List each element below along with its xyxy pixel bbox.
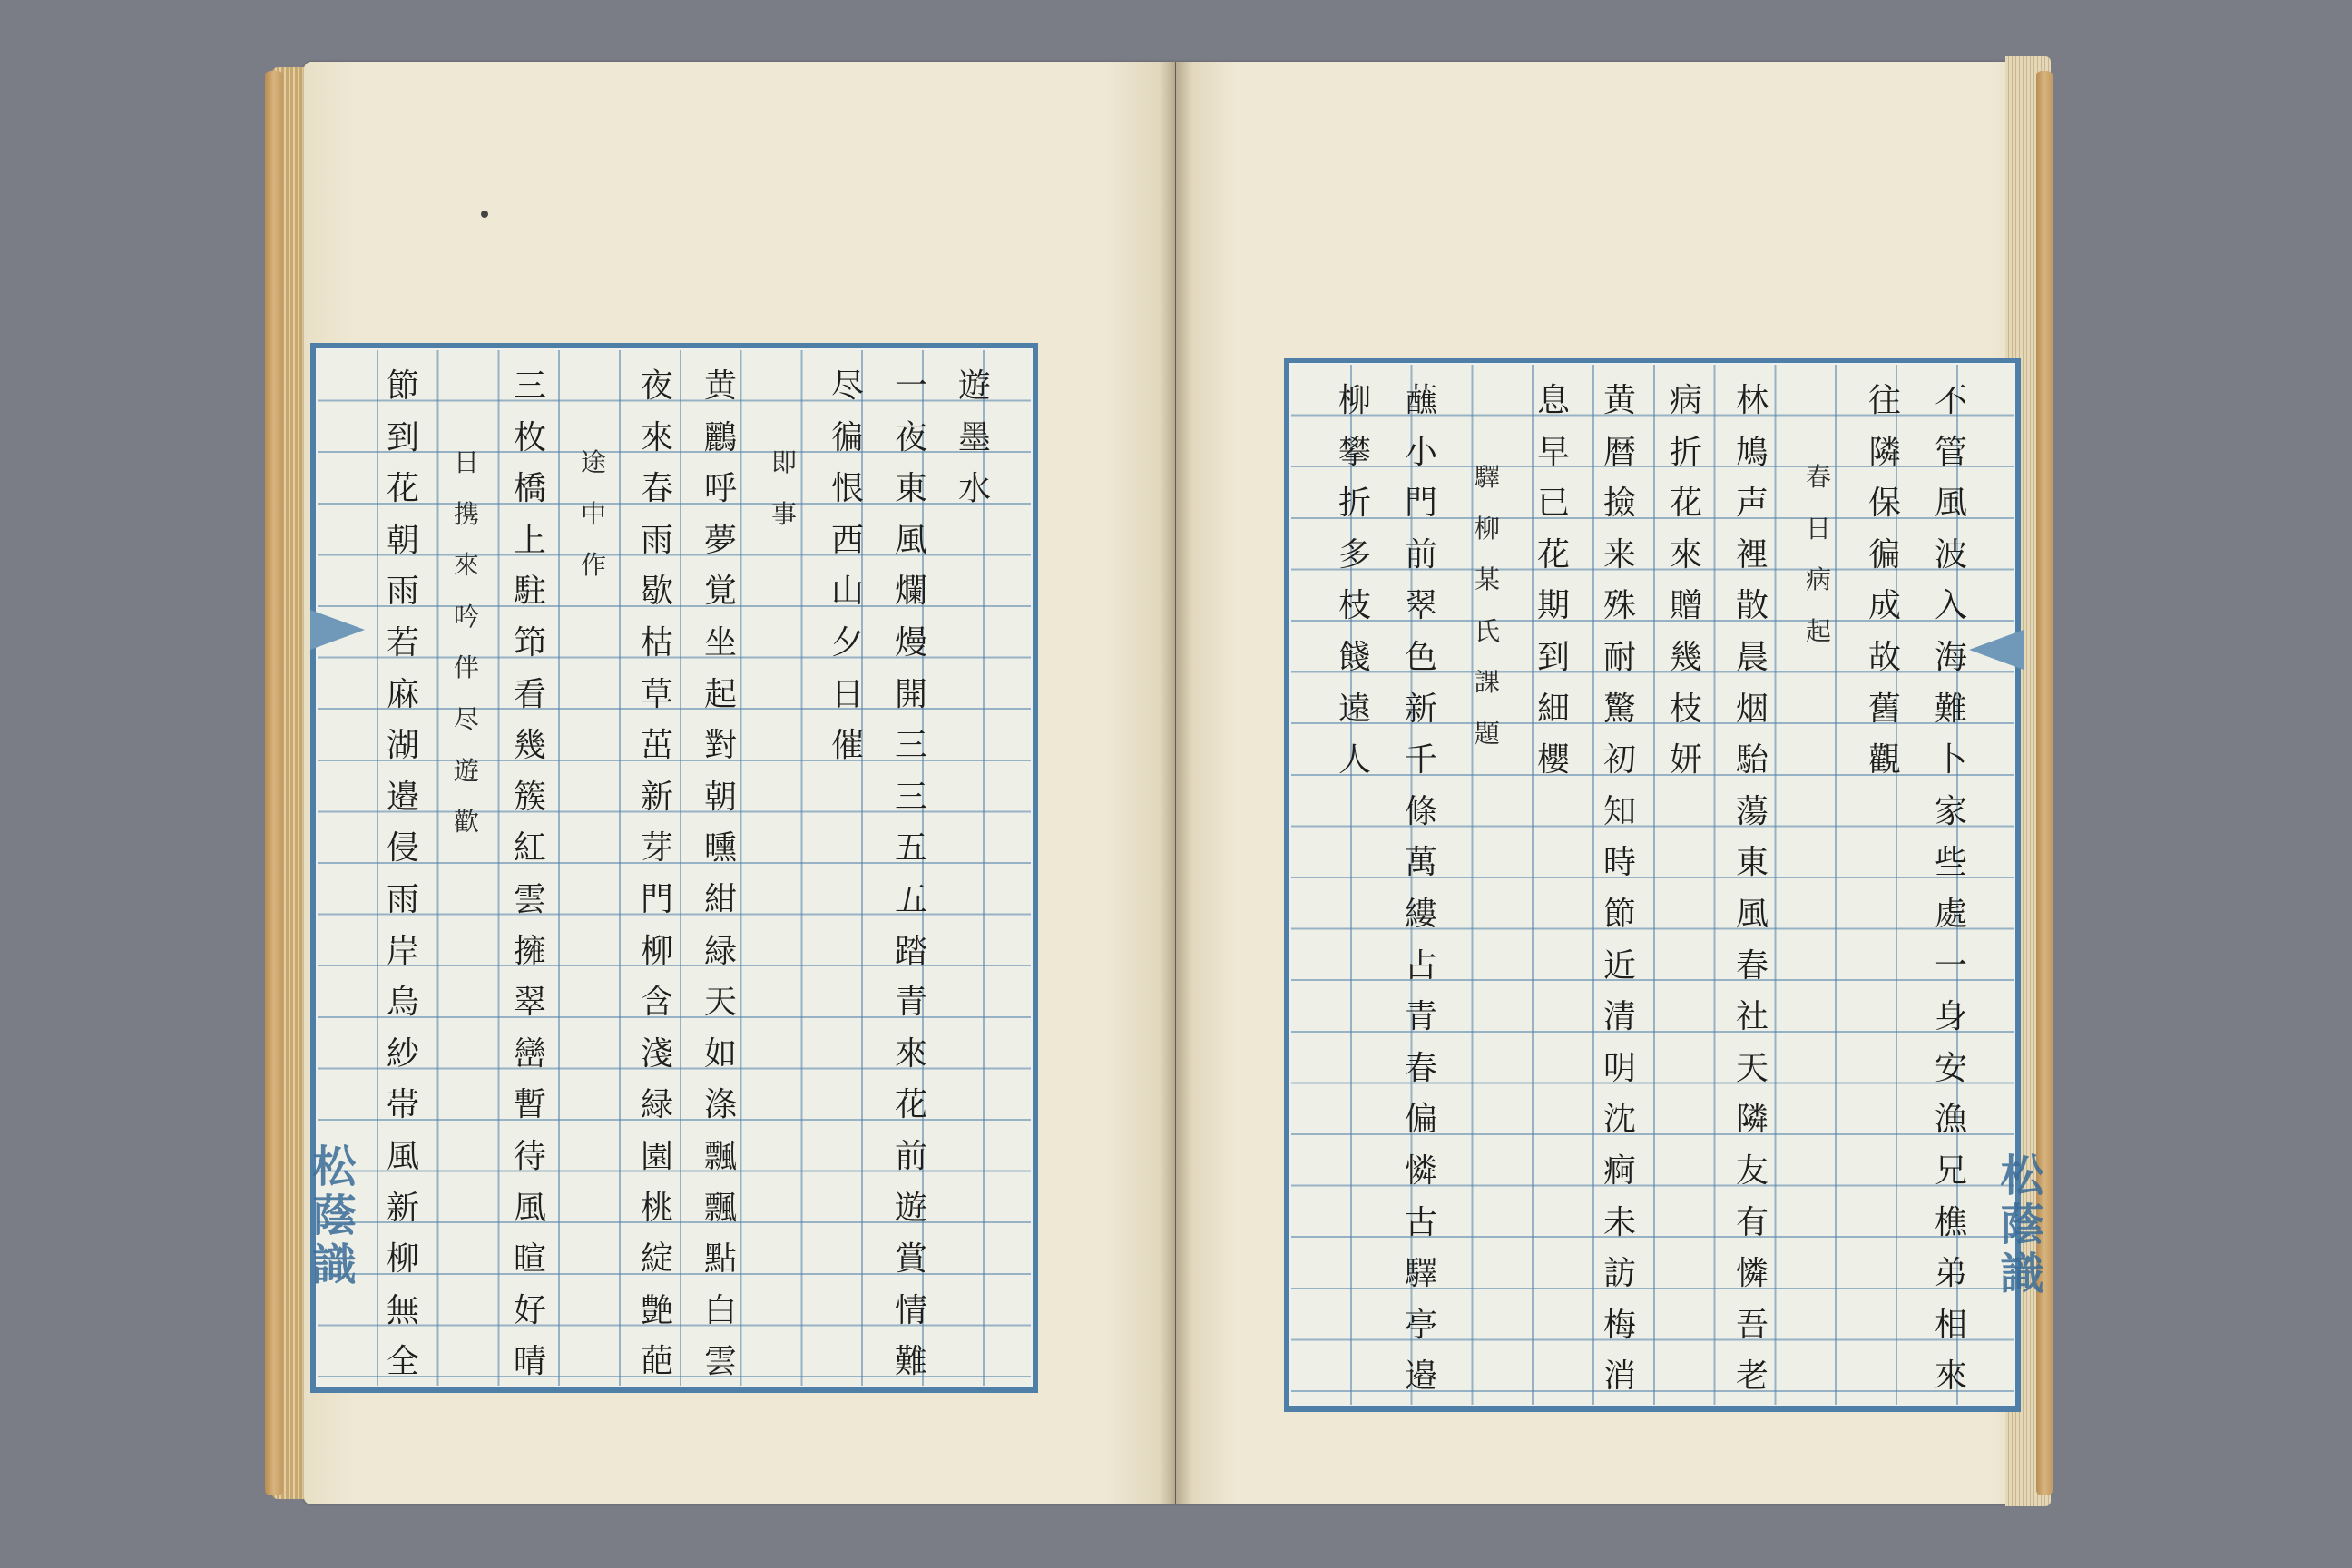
text-column: 即 事 bbox=[770, 447, 797, 529]
ink-dot bbox=[481, 211, 488, 218]
text-column: 尽 徧 恨 西 山 夕 日 催 bbox=[830, 368, 864, 765]
text-column: 三 枚 橋 上 駐 笻 看 幾 簇 紅 雲 擁 翠 巒 暫 待 風 暄 好 晴 bbox=[513, 368, 546, 1381]
text-column: 林 鳩 声 裡 散 晨 烟 駘 蕩 東 風 春 社 天 隣 友 有 憐 吾 老 bbox=[1735, 382, 1769, 1396]
text-column: 息 早 已 花 期 到 細 櫻 bbox=[1536, 382, 1570, 779]
text-column: 不 管 風 波 入 海 難 卜 家 些 處 一 身 安 漁 兄 樵 弟 相 來 bbox=[1934, 382, 1967, 1396]
text-column: 途 中 作 bbox=[580, 447, 606, 581]
text-column: 黄 鸝 呼 夢 覚 坐 起 對 朝 曛 紺 緑 天 如 涤 飄 飄 點 白 雲 bbox=[703, 368, 737, 1381]
book-gutter bbox=[1160, 62, 1192, 1504]
text-column: 柳 攀 折 多 枝 餞 遠 人 bbox=[1338, 382, 1371, 779]
text-column: 春 日 病 起 bbox=[1805, 462, 1831, 646]
text-column: 黄 暦 撿 来 殊 耐 驚 初 知 時 節 近 清 明 沈 痾 未 訪 梅 消 bbox=[1602, 382, 1636, 1396]
text-column: 病 折 花 來 贈 幾 枝 妍 bbox=[1669, 382, 1702, 779]
text-column: 一 夜 東 風 爛 熳 開 三 三 五 五 踏 青 來 花 前 遊 賞 情 難 bbox=[894, 368, 927, 1381]
text-column: 遊 墨 水 bbox=[957, 368, 991, 508]
text-column: 節 到 花 朝 雨 若 麻 湖 邉 侵 雨 岸 烏 紗 帯 風 新 柳 無 全 bbox=[386, 368, 419, 1381]
text-column: 往 隣 保 徧 成 故 舊 觀 bbox=[1867, 382, 1901, 779]
right-seal: 松蔭識 bbox=[1993, 1152, 2043, 1299]
text-column: 日 携 來 吟 伴 尽 遊 歡 bbox=[453, 447, 479, 838]
text-column: 驛 柳 某 氏 課 題 bbox=[1474, 462, 1500, 749]
left-cover-edge bbox=[265, 71, 283, 1495]
text-column: 蘸 小 門 前 翠 色 新 千 條 萬 縷 占 青 春 偏 憐 古 驛 亭 邉 bbox=[1404, 382, 1437, 1396]
text-column: 夜 來 春 雨 歇 枯 草 茁 新 芽 門 柳 含 淺 緑 園 桃 綻 艶 葩 bbox=[640, 368, 673, 1381]
left-seal: 松蔭識 bbox=[305, 1143, 356, 1290]
